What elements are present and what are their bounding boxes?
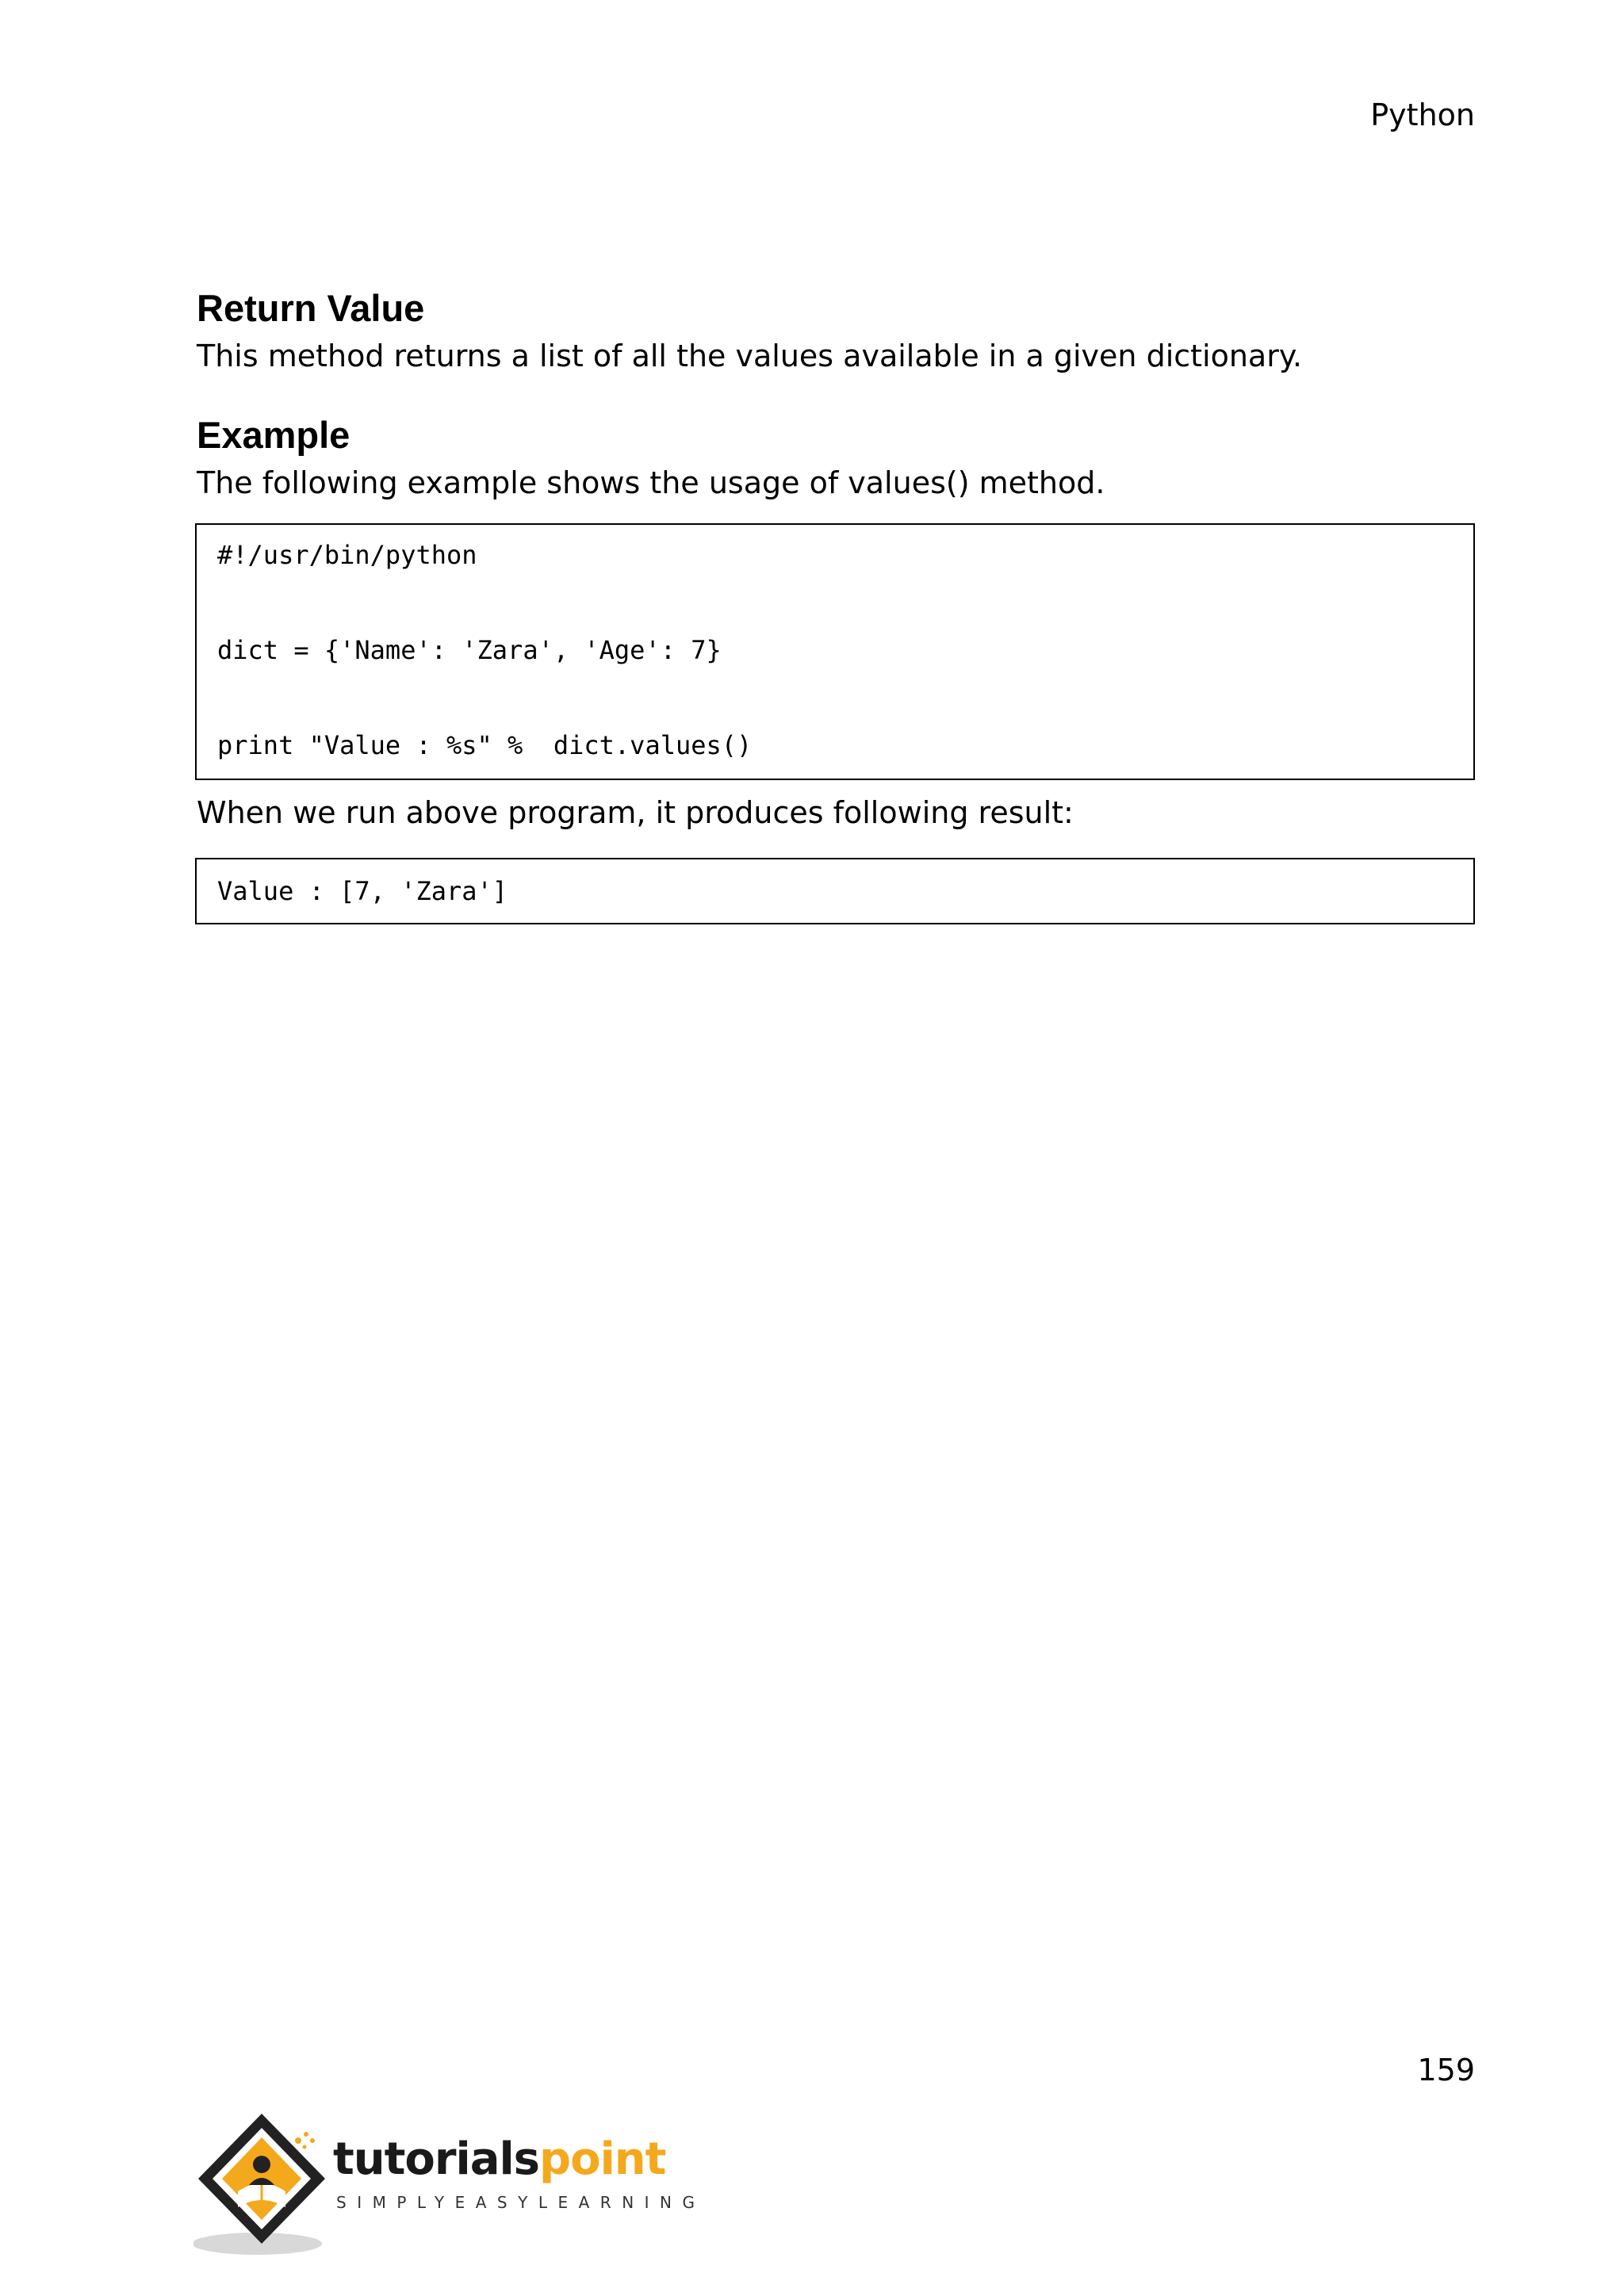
section-heading-example: Example bbox=[197, 414, 350, 456]
logo-tagline: SIMPLYEASYLEARNING bbox=[336, 2193, 706, 2212]
result-intro-text: When we run above program, it produces following result: bbox=[197, 795, 1074, 830]
logo-word-point: point bbox=[539, 2133, 666, 2185]
code-line: dict = {'Name': 'Zara', 'Age': 7} bbox=[217, 635, 722, 665]
return-value-text: This method returns a list of all the values available in a given dictionary. bbox=[197, 339, 1302, 373]
code-line: print "Value : %s" % dict.values() bbox=[217, 730, 753, 760]
code-example-block bbox=[195, 523, 1475, 780]
output-line: Value : [7, 'Zara'] bbox=[217, 876, 508, 906]
logo-emblem-icon bbox=[193, 2109, 336, 2260]
logo-wordmark bbox=[333, 2134, 665, 2185]
tutorialspoint-logo bbox=[193, 2109, 706, 2260]
code-line: #!/usr/bin/python bbox=[217, 540, 477, 570]
logo-word-tutorials: tutorials bbox=[333, 2133, 540, 2185]
section-heading-return-value: Return Value bbox=[197, 287, 425, 329]
page-number: 159 bbox=[1417, 2053, 1475, 2087]
example-text: The following example shows the usage of values() method. bbox=[197, 465, 1105, 500]
code-output-block bbox=[195, 858, 1475, 924]
running-header: Python bbox=[1370, 98, 1475, 132]
